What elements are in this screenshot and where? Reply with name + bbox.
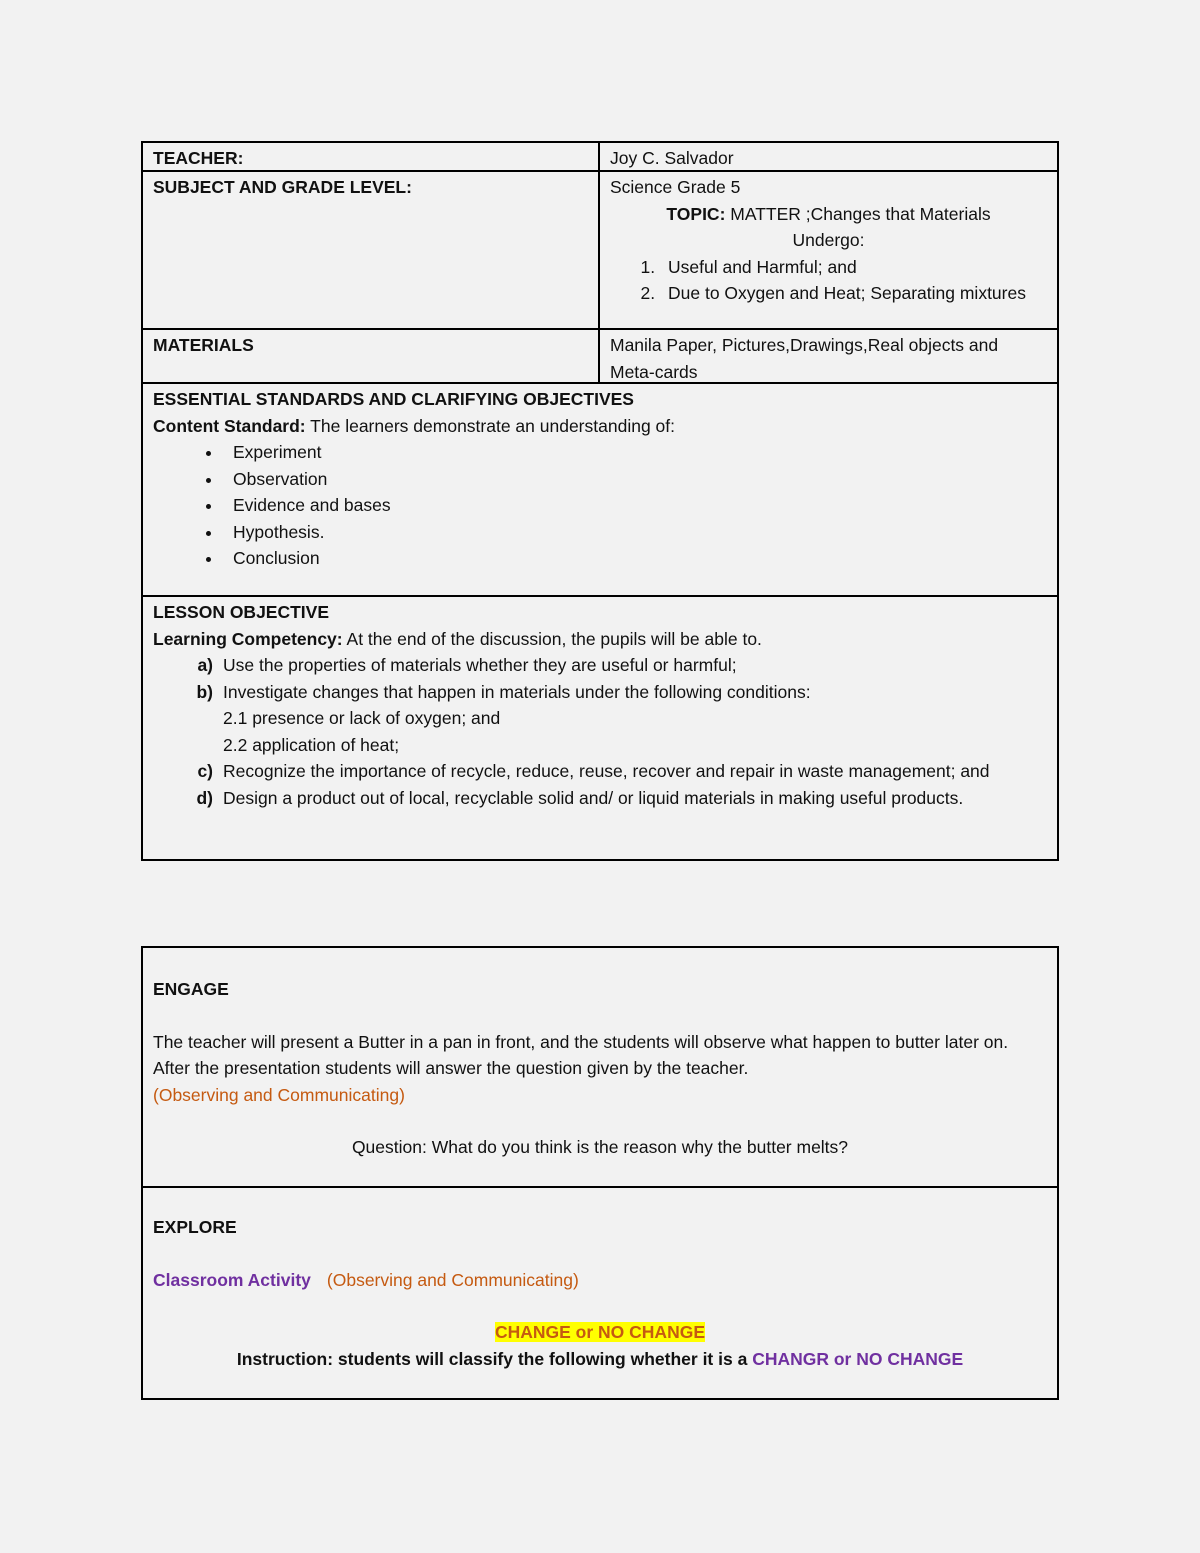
engage-heading: ENGAGE [153, 979, 229, 999]
instruction: Instruction: students will classify the following whether it is a CHANGR or NO CHANGE [236, 1348, 964, 1369]
topic-list [610, 254, 1047, 307]
standards-heading: ESSENTIAL STANDARDS AND CLARIFYING OBJECTIVES [153, 389, 634, 409]
activity-table [141, 946, 1059, 1400]
materials-value: Manila Paper, Pictures,Drawings,Real objects and Meta-cards [610, 335, 999, 382]
list-item: a) Use the properties of materials whether they are useful or harmful; [197, 655, 737, 675]
list-item: • Observation [223, 466, 1047, 493]
list-item: c) Recognize the importance of recycle, reduce, reuse, recover and repair in waste management; and [197, 761, 990, 781]
engage-row [143, 948, 1057, 1188]
sub-item: 2.2 application of heat; [223, 734, 400, 755]
list-item: • Hypothesis. [223, 519, 1047, 546]
standards-row [143, 384, 1057, 597]
question: Question: What do you think is the reason why the butter melts? [351, 1137, 849, 1157]
explore-heading: EXPLORE [153, 1217, 237, 1237]
list-item: b) Investigate changes that happen in materials under the following conditions: [196, 681, 811, 702]
competency: Learning Competency: At the end of the discussion, the pupils will be able to. [153, 628, 762, 649]
topic-line: TOPIC: MATTER ;Changes that Materials [666, 203, 991, 224]
materials-label: MATERIALS [153, 335, 254, 355]
teacher-row [143, 143, 1057, 172]
explore-row [143, 1188, 1057, 1398]
content-standard: Content Standard: The learners demonstrate an understanding of: [153, 415, 675, 436]
materials-row [143, 330, 1057, 384]
list-item: • Evidence and bases [223, 492, 1047, 519]
standards-list [153, 439, 1047, 572]
engage-skill: (Observing and Communicating) [153, 1084, 405, 1105]
sub-item: 2.1 presence or lack of oxygen; and [223, 708, 501, 728]
topic-line-2: Undergo: [792, 230, 865, 250]
lesson-objective-row [143, 597, 1057, 859]
subject-label: SUBJECT AND GRADE LEVEL: [153, 177, 412, 197]
engage-text: The teacher will present a Butter in a pan in front, and the students will observe what happen to butter later on. After the presentation students will answer the question given by the teacher. [153, 1031, 1009, 1078]
subject-value: Science Grade 5 [610, 177, 741, 197]
lesson-info-table [141, 141, 1059, 861]
activity-line: Classroom Activity (Observing and Communicating) [153, 1269, 579, 1290]
lesson-heading: LESSON OBJECTIVE [153, 602, 330, 622]
list-item: • Experiment [223, 439, 1047, 466]
list-item: 1. Useful and Harmful; and [660, 254, 1047, 281]
list-item: d) Design a product out of local, recyclable solid and/ or liquid materials in making useful products. [196, 787, 964, 808]
objective-list [153, 652, 1047, 811]
change-title: CHANGE or NO CHANGE [494, 1322, 705, 1342]
teacher-value: Joy C. Salvador [610, 148, 734, 168]
list-item: 2. Due to Oxygen and Heat; Separating mixtures [660, 280, 1047, 307]
teacher-label: TEACHER: [153, 148, 244, 168]
subject-row [143, 172, 1057, 330]
list-item: • Conclusion [223, 545, 1047, 572]
